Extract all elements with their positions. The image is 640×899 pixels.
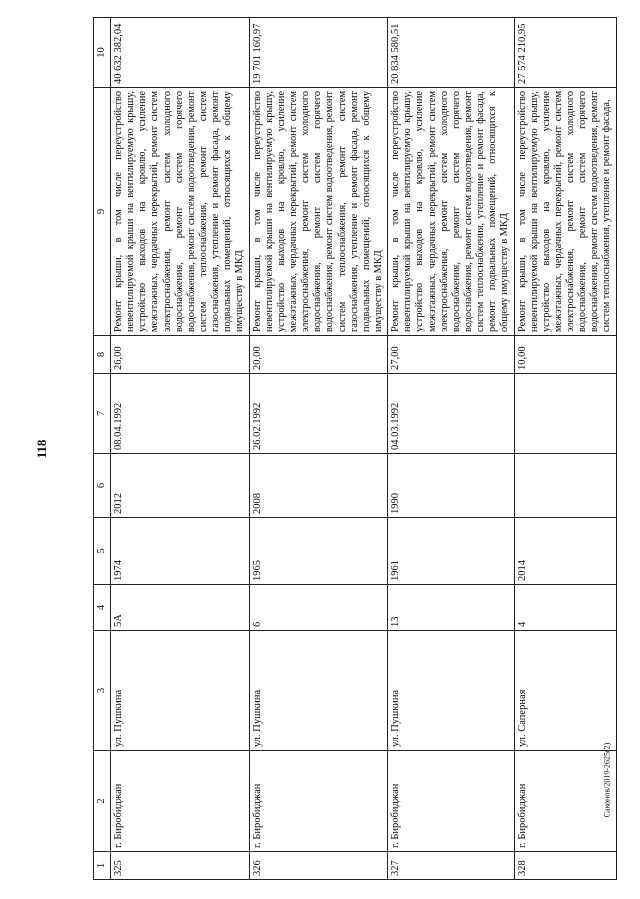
date-cell: 26.02.1992 bbox=[249, 374, 388, 454]
work-description-cell: Ремонт крыши, в том числе переустройство невентилируемой крыши на вентилируемую крышу, устройство выходов на кровлю, усиление межэтажных, чердачных перекрытий, ремонт систем электроснабжения, ремонт систем холодного водоснабжения, ремонт систем горячего водоснабжения, ремонт систем водоотведения, ремонт систем теплоснабжения, утепление и ремонт фасада, bbox=[514, 88, 616, 336]
value-cell: 27,00 bbox=[388, 336, 514, 374]
house-cell: 13 bbox=[388, 585, 514, 631]
row-number: 326 bbox=[249, 852, 388, 880]
street-cell: ул. Саперная bbox=[514, 631, 616, 751]
table-row bbox=[111, 18, 250, 880]
amount-cell: 40 632 382,04 bbox=[111, 18, 250, 88]
value-cell: 26,00 bbox=[111, 336, 250, 374]
work-description-cell: Ремонт крыши, в том числе переустройство невентилируемой крыши на вентилируемую крышу, устройство выходов на кровлю, усиление межэтажных, чердачных перекрытий, ремонт систем электроснабжения, ремонт систем холодного водоснабжения, ремонт систем горячего водоснабжения, ремонт систем водоотведения, ремонт систем теплоснабжения, ремонт систем газоснабжения, утепление и ремонт фасада, ремонт подвальных помещений, относящихся к общему имуществу в МКД bbox=[249, 88, 388, 336]
header-row bbox=[94, 18, 111, 880]
amount-cell: 27 574 210,95 bbox=[514, 18, 616, 88]
amount-cell: 19 701 160,97 bbox=[249, 18, 388, 88]
year-built-cell: 1965 bbox=[249, 518, 388, 585]
work-description-cell: Ремонт крыши, в том числе переустройство невентилируемой крыши на вентилируемую крышу, устройство выходов на кровлю, усиление межэтажных, чердачных перекрытий, ремонт систем электроснабжения, ремонт систем холодного водоснабжения, ремонт систем горячего водоснабжения, ремонт систем водоотведения, ремонт систем теплоснабжения, ремонт систем газоснабжения, утепление и ремонт фасада, ремонт подвальных помещений, относящихся к общему имуществу в МКД bbox=[111, 88, 250, 336]
column-header: 7 bbox=[94, 374, 111, 454]
year-built-cell: 2014 bbox=[514, 518, 616, 585]
column-header: 5 bbox=[94, 518, 111, 585]
house-cell: 6 bbox=[249, 585, 388, 631]
column-header: 6 bbox=[94, 454, 111, 518]
table-row bbox=[249, 18, 388, 880]
row-number: 328 bbox=[514, 852, 616, 880]
table-row bbox=[388, 18, 514, 880]
year-cell: 2008 bbox=[249, 454, 388, 518]
column-header: 4 bbox=[94, 585, 111, 631]
housing-repair-table bbox=[93, 17, 617, 880]
date-cell: 04.03.1992 bbox=[388, 374, 514, 454]
house-cell: 4 bbox=[514, 585, 616, 631]
value-cell: 10,00 bbox=[514, 336, 616, 374]
column-header: 9 bbox=[94, 88, 111, 336]
house-cell: 5А bbox=[111, 585, 250, 631]
column-header: 3 bbox=[94, 631, 111, 751]
street-cell: ул. Пушкина bbox=[249, 631, 388, 751]
work-description-cell: Ремонт крыши, в том числе переустройство невентилируемой крыши на вентилируемую крышу, устройство выходов на кровлю, усиление межэтажных, чердачных перекрытий, ремонт систем электроснабжения, ремонт систем холодного водоснабжения, ремонт систем горячего водоснабжения, ремонт систем водоотведения, ремонт систем теплоснабжения, утепление и ремонт фасада, ремонт подвальных помещений, относящихся к общему имуществу в МКД bbox=[388, 88, 514, 336]
row-number: 327 bbox=[388, 852, 514, 880]
column-header: 1 bbox=[94, 852, 111, 880]
date-cell bbox=[514, 374, 616, 454]
year-built-cell: 1961 bbox=[388, 518, 514, 585]
city-cell: г. Биробиджан bbox=[111, 751, 250, 852]
row-number: 325 bbox=[111, 852, 250, 880]
city-cell: г. Биробиджан bbox=[249, 751, 388, 852]
rotated-page-content bbox=[93, 18, 614, 880]
date-cell: 08.04.1992 bbox=[111, 374, 250, 454]
page-number: 118 bbox=[34, 439, 49, 459]
column-header: 10 bbox=[94, 18, 111, 88]
column-header: 2 bbox=[94, 751, 111, 852]
document-reference: Саконов/2019-2625(2) bbox=[602, 742, 612, 818]
year-cell: 1990 bbox=[388, 454, 514, 518]
street-cell: ул. Пушкина bbox=[388, 631, 514, 751]
table-row bbox=[514, 18, 616, 880]
year-cell: 2012 bbox=[111, 454, 250, 518]
street-cell: ул. Пушкина bbox=[111, 631, 250, 751]
city-cell: г. Биробиджан bbox=[514, 751, 616, 852]
year-cell bbox=[514, 454, 616, 518]
column-header: 8 bbox=[94, 336, 111, 374]
value-cell: 20,00 bbox=[249, 336, 388, 374]
amount-cell: 20 834 580,51 bbox=[388, 18, 514, 88]
city-cell: г. Биробиджан bbox=[388, 751, 514, 852]
year-built-cell: 1974 bbox=[111, 518, 250, 585]
